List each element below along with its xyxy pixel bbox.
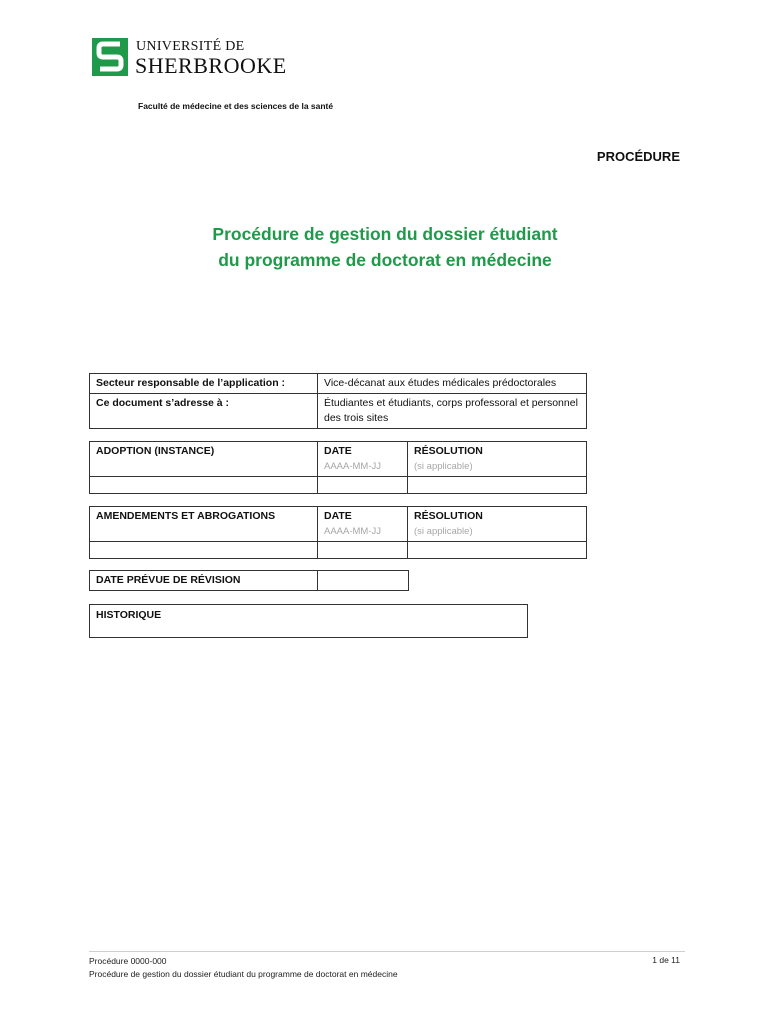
amendments-table <box>89 506 587 559</box>
revision-date-label: DATE PRÉVUE DE RÉVISION <box>90 571 318 591</box>
page-number: 1 de 11 <box>652 955 680 965</box>
amendments-date-hint: AAAA-MM-JJ <box>324 526 381 537</box>
revision-table <box>89 570 409 591</box>
history-table <box>89 604 528 638</box>
adoption-table <box>89 441 587 494</box>
footer-procedure-number: Procédure 0000-000 <box>89 956 167 966</box>
adoption-date-cell[interactable] <box>318 477 408 494</box>
adoption-resolution-hint: (si applicable) <box>414 461 473 472</box>
adoption-resolution-title: RÉSOLUTION <box>414 445 483 457</box>
responsible-sector-label: Secteur responsable de l’application : <box>90 374 318 394</box>
amendments-instance-cell[interactable] <box>90 542 318 559</box>
document-type: PROCÉDURE <box>596 149 680 164</box>
amendments-date-cell[interactable] <box>318 542 408 559</box>
amendments-resolution-title: RÉSOLUTION <box>414 510 483 522</box>
responsible-sector-value: Vice-décanat aux études médicales prédoctorales <box>318 374 587 394</box>
adoption-date-title: DATE <box>324 445 352 457</box>
document-title-line2: du programme de doctorat en médecine <box>218 250 552 270</box>
sherbrooke-s-icon <box>92 38 128 76</box>
document-title-line1: Procédure de gestion du dossier étudiant <box>212 224 558 244</box>
faculty-name: Faculté de médecine et des sciences de la santé <box>138 101 334 111</box>
footer-procedure-title: Procédure de gestion du dossier étudiant du programme de doctorat en médecine <box>89 969 398 979</box>
footer-text <box>89 955 398 981</box>
university-logo <box>92 38 312 78</box>
amendments-date-header <box>318 507 408 542</box>
info-table <box>89 373 587 429</box>
amendments-resolution-hint: (si applicable) <box>414 526 473 537</box>
logo-text-sherbrooke: SHERBROOKE <box>135 53 287 78</box>
audience-label: Ce document s’adresse à : <box>90 394 318 429</box>
logo-text-universite: UNIVERSITÉ DE <box>136 39 245 54</box>
amendments-date-title: DATE <box>324 510 352 522</box>
revision-date-cell[interactable] <box>318 571 409 591</box>
adoption-resolution-header <box>408 442 587 477</box>
amendments-label: AMENDEMENTS ET ABROGATIONS <box>90 507 318 542</box>
audience-value: Étudiantes et étudiants, corps professoral et personnel des trois sites <box>318 394 587 429</box>
adoption-instance-cell[interactable] <box>90 477 318 494</box>
amendments-resolution-header <box>408 507 587 542</box>
adoption-date-header <box>318 442 408 477</box>
footer-divider <box>89 951 685 952</box>
adoption-resolution-cell[interactable] <box>408 477 587 494</box>
adoption-label: ADOPTION (INSTANCE) <box>90 442 318 477</box>
history-label: HISTORIQUE <box>90 605 528 638</box>
amendments-resolution-cell[interactable] <box>408 542 587 559</box>
adoption-date-hint: AAAA-MM-JJ <box>324 461 381 472</box>
